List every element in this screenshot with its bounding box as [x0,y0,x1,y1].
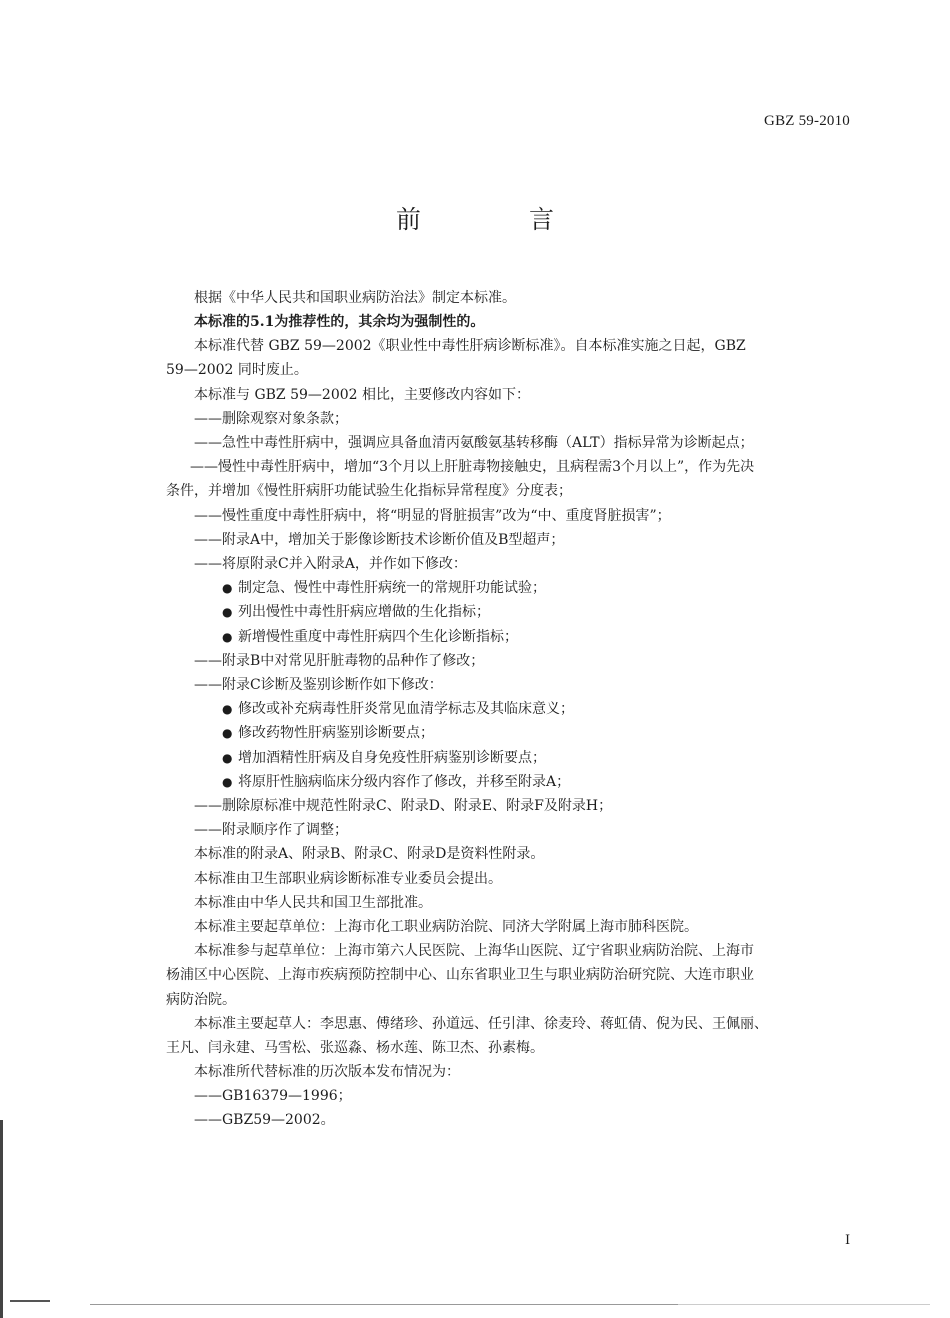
page-title: 前 言 [396,205,604,234]
bullet-icon: ● [222,581,233,595]
paragraph-line: 王凡、闫永建、马雪松、张巡淼、杨水莲、陈卫杰、孙素梅。 [166,1040,544,1056]
list-item: ——将原附录C并入附录A，并作如下修改： [194,556,467,572]
scan-edge-mark [10,1300,50,1302]
list-item: ——慢性中毒性肝病中，增加“3个月以上肝脏毒物接触史，且病程需3个月以上”，作为先决 [190,459,755,475]
paragraph-line: 本标准代替 GBZ 59—2002《职业性中毒性肝病诊断标准》。自本标准实施之日起，GBZ [194,338,746,354]
paragraph-line: 条件，并增加《慢性肝病肝功能试验生化指标异常程度》分度表； [166,483,572,499]
paragraph-line: 本标准参与起草单位：上海市第六人民医院、上海华山医院、辽宁省职业病防治院、上海市 [194,943,754,959]
bullet-item: ● 将原肝性脑病临床分级内容作了修改，并移至附录A； [222,774,571,790]
bullet-item: ● 新增慢性重度中毒性肝病四个生化诊断指标； [222,629,518,645]
paragraph-line: 本标准的附录A、附录B、附录C、附录D是资料性附录。 [194,846,545,862]
paragraph-line: 根据《中华人民共和国职业病防治法》制定本标准。 [194,290,516,306]
standard-number: GBZ 59-2010 [764,113,850,129]
scan-edge-line [90,1304,930,1305]
paragraph-line: 59—2002 同时废止。 [166,362,308,378]
list-item: ——附录B中对常见肝脏毒物的品种作了修改； [194,653,485,669]
scan-edge-mark [0,1120,3,1318]
list-item: ——急性中毒性肝病中，强调应具备血清丙氨酸氨基转移酶（ALT）指标异常为诊断起点； [194,435,754,451]
paragraph-line: 本标准由中华人民共和国卫生部批准。 [194,895,432,911]
paragraph-line-bold: 本标准的5.1为推荐性的，其余均为强制性的。 [194,314,485,330]
list-item: ——删除原标准中规范性附录C、附录D、附录E、附录F及附录H； [194,798,613,814]
list-item: ——附录A中，增加关于影像诊断技术诊断价值及B型超声； [194,532,565,548]
list-item: ——附录C诊断及鉴别诊断作如下修改： [194,677,443,693]
bullet-item: ● 修改药物性肝病鉴别诊断要点； [222,725,434,741]
bullet-icon: ● [222,605,233,619]
bullet-item: ● 列出慢性中毒性肝病应增做的生化指标； [222,604,490,620]
paragraph-line: 本标准所代替标准的历次版本发布情况为： [194,1064,460,1080]
paragraph-line: 杨浦区中心医院、上海市疾病预防控制中心、山东省职业卫生与职业病防治研究院、大连市职业 [166,967,754,983]
list-item: ——慢性重度中毒性肝病中，将“明显的肾脏损害”改为“中、重度肾脏损害”； [194,508,671,524]
bullet-item: ● 制定急、慢性中毒性肝病统一的常规肝功能试验； [222,580,546,596]
bullet-icon: ● [222,751,233,765]
bullet-item: ● 修改或补充病毒性肝炎常见血清学标志及其临床意义； [222,701,574,717]
paragraph-line: 本标准与 GBZ 59—2002 相比，主要修改内容如下： [194,387,530,403]
paragraph-line: 本标准主要起草人：李思惠、傅绪珍、孙道远、任引津、徐麦玲、蒋虹倩、倪为民、王佩丽、 [194,1016,768,1032]
list-item: ——附录顺序作了调整； [194,822,348,838]
bullet-icon: ● [222,726,233,740]
list-item: ——GB16379—1996； [194,1088,352,1104]
bullet-item: ● 增加酒精性肝病及自身免疫性肝病鉴别诊断要点； [222,750,546,766]
bullet-icon: ● [222,702,233,716]
bullet-icon: ● [222,630,233,644]
paragraph-line: 本标准主要起草单位：上海市化工职业病防治院、同济大学附属上海市肺科医院。 [194,919,698,935]
page-number: I [845,1233,851,1248]
list-item: ——删除观察对象条款； [194,411,348,427]
paragraph-line: 本标准由卫生部职业病诊断标准专业委员会提出。 [194,871,502,887]
list-item: ——GBZ59—2002。 [194,1112,335,1128]
paragraph-line: 病防治院。 [166,992,236,1008]
bullet-icon: ● [222,775,233,789]
